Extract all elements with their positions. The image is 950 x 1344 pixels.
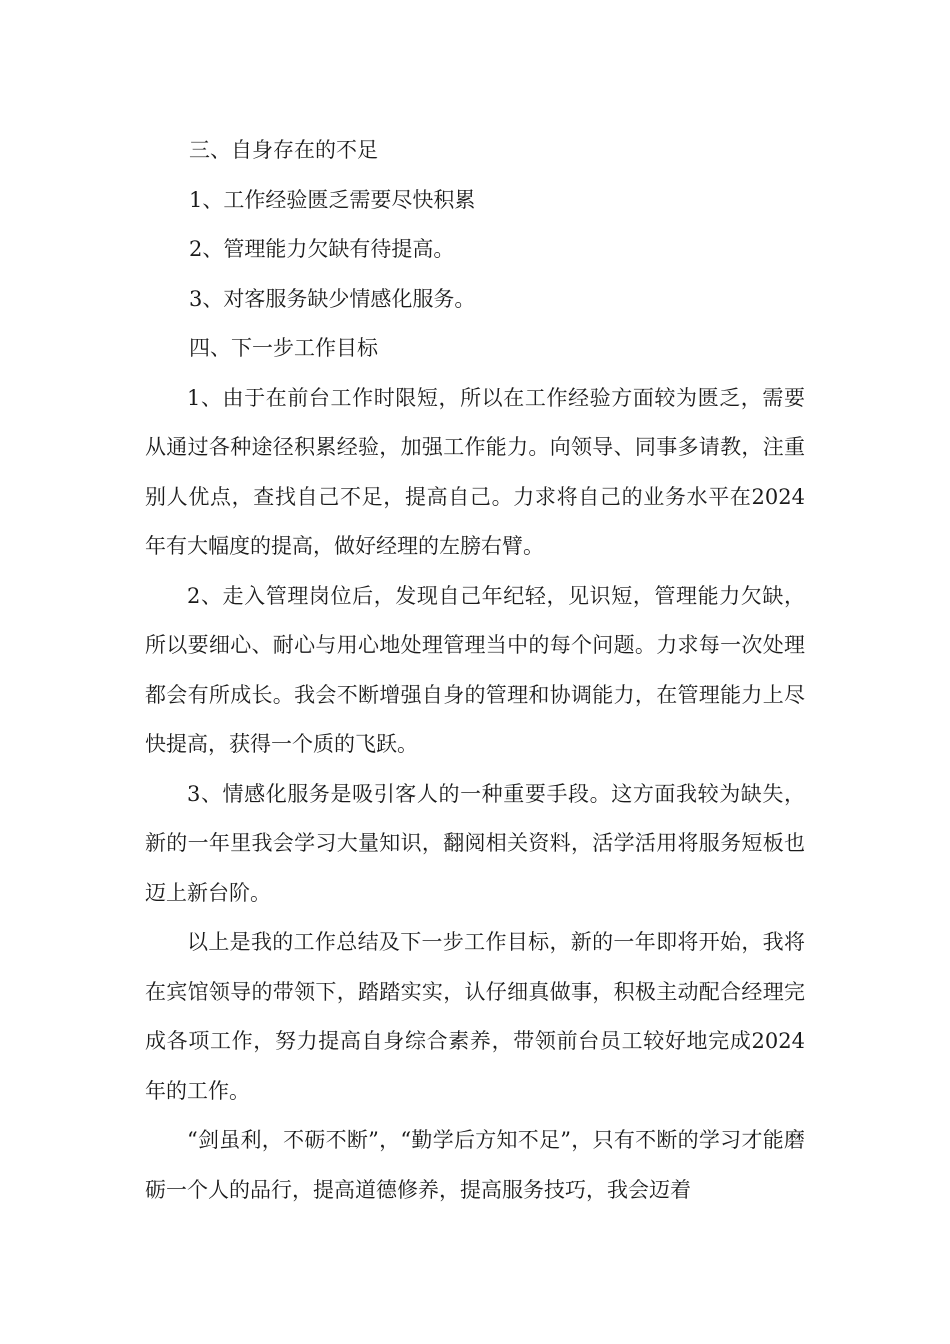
paragraph-summary: 以上是我的工作总结及下一步工作目标，新的一年即将开始，我将在宾馆领导的带领下，踏踏实实，认仔细真做事，积极主动配合经理完成各项工作，努力提高自身综合素养，带领前台员工较好地完成2024年的工作。 [145,930,805,1103]
paragraph-goal-2: 2、走入管理岗位后，发现自己年纪轻，见识短，管理能力欠缺，所以要细心、耐心与用心地处理管理当中的每个问题。力求每一次处理都会有所成长。我会不断增强自身的管理和协调能力，在管理能力上尽快提高，获得一个质的飞跃。 [145,583,805,756]
list-item: 2、管理能力欠缺有待提高。 [189,237,455,261]
document-page [145,126,805,1215]
paragraph-closing: “剑虽利，不砺不断”，“勤学后方知不足”，只有不断的学习才能磨砺一个人的品行，提高道德修养，提高服务技巧，我会迈着 [145,1128,805,1202]
paragraph-goal-3: 3、情感化服务是吸引客人的一种重要手段。这方面我较为缺失，新的一年里我会学习大量知识，翻阅相关资料，活学活用将服务短板也迈上新台阶。 [145,781,805,905]
section-heading-next-goals: 四、下一步工作目标 [189,336,378,360]
paragraph-goal-1: 1、由于在前台工作时限短，所以在工作经验方面较为匮乏，需要从通过各种途径积累经验，加强工作能力。向领导、同事多请教，注重别人优点，查找自己不足，提高自己。力求将自己的业务水平在2024年有大幅度的提高，做好经理的左膀右臂。 [145,385,805,558]
section-heading-deficiencies: 三、自身存在的不足 [189,138,378,162]
list-item: 3、对客服务缺少情感化服务。 [189,286,476,311]
list-item: 1、工作经验匮乏需要尽快积累 [189,187,476,212]
